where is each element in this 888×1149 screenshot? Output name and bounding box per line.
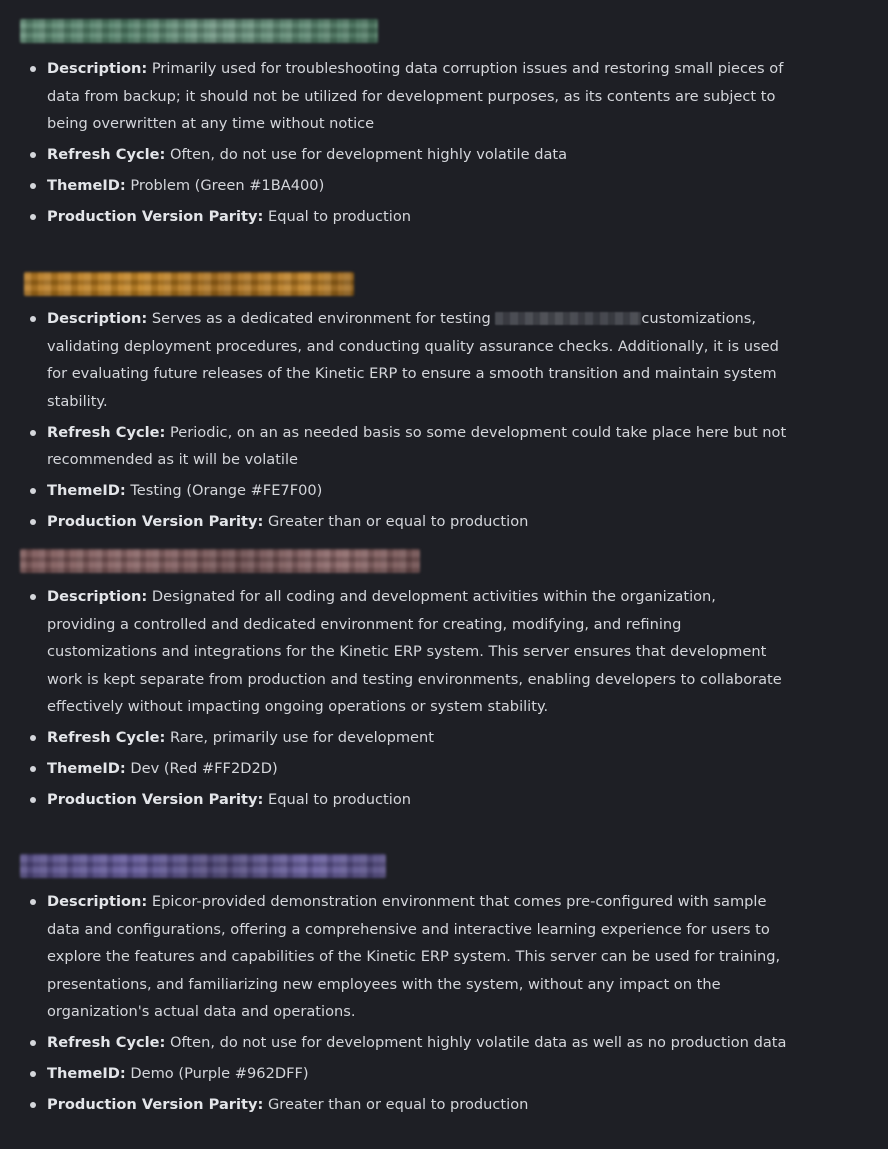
refresh-cycle-text: Periodic, on an as needed basis so some development could take place here but not recommended as it will be volatile	[47, 423, 787, 468]
redacted-heading-dev	[20, 549, 420, 573]
description-text: Epicor-provided demonstration environment that comes pre-configured with sample data and configurations, offering a comprehensive and interactive learning experience for users to explore the features and capabilities of the Kinetic ERP system. This server can be used for training, presentations, and familiarizing new employees with the system, without any impact on the organization's actual data and operations.	[47, 893, 781, 1020]
list-item-theme-id	[0, 172, 787, 200]
list-item-theme-id	[0, 477, 787, 505]
version-parity-label: Production Version Parity:	[47, 208, 264, 225]
description-text-end: customizations, validating deployment procedures, and conducting quality assurance checks. Additionally, it is used for evaluating future releases of the Kinetic ERP to ensure a smooth transition and maintain system stability.	[47, 310, 779, 410]
list-item-version-parity	[0, 1091, 787, 1119]
theme-id-label: ThemeID:	[47, 482, 126, 499]
list-item-version-parity	[0, 508, 787, 536]
bullet-icon	[30, 1071, 36, 1077]
list-item-description	[0, 305, 787, 415]
version-parity-text: Equal to production	[263, 208, 412, 225]
description-text-start: Serves as a dedicated environment for testing	[147, 310, 496, 327]
description-label: Description:	[47, 310, 148, 327]
refresh-cycle-label: Refresh Cycle:	[47, 1034, 166, 1051]
theme-id-text: Demo (Purple #962DFF)	[125, 1065, 309, 1082]
redacted-heading-problem	[20, 19, 378, 43]
bullet-icon	[30, 1040, 36, 1046]
description-label: Description:	[47, 588, 148, 605]
refresh-cycle-text: Rare, primarily use for development	[165, 729, 435, 746]
list-item-description	[0, 55, 787, 138]
version-parity-label: Production Version Parity:	[47, 513, 264, 530]
theme-id-text: Dev (Red #FF2D2D)	[125, 760, 278, 777]
environment-details-testing	[0, 305, 787, 536]
version-parity-text: Equal to production	[263, 791, 412, 808]
bullet-icon	[30, 316, 36, 322]
redacted-heading-testing	[24, 272, 354, 296]
list-item-refresh-cycle	[0, 724, 787, 752]
theme-id-text: Problem (Green #1BA400)	[125, 177, 325, 194]
bullet-icon	[30, 488, 36, 494]
description-label: Description:	[47, 60, 148, 77]
list-item-refresh-cycle	[0, 419, 787, 474]
bullet-icon	[30, 430, 36, 436]
refresh-cycle-label: Refresh Cycle:	[47, 423, 166, 441]
description-text: Primarily used for troubleshooting data corruption issues and restoring small pieces of data from backup; it should not be utilized for development purposes, as its contents are subject to being overwritten at any time without notice	[47, 60, 784, 132]
list-item-description	[0, 888, 787, 1026]
list-item-version-parity	[0, 203, 787, 231]
environment-details-demo	[0, 888, 787, 1119]
bullet-icon	[30, 735, 36, 741]
theme-id-label: ThemeID:	[47, 1065, 126, 1082]
redacted-text	[495, 312, 641, 325]
version-parity-label: Production Version Parity:	[47, 791, 264, 808]
bullet-icon	[30, 594, 36, 600]
description-text: Designated for all coding and development activities within the organization, providing a controlled and dedicated environment for creating, modifying, and refining customizations and integrations for the Kinetic ERP system. This server ensures that development work is kept separate from production and testing environments, enabling developers to collaborate effectively without impacting ongoing operations or system stability.	[47, 588, 782, 715]
list-item-theme-id	[0, 1060, 787, 1088]
theme-id-text: Testing (Orange #FE7F00)	[125, 482, 323, 499]
list-item-version-parity	[0, 786, 787, 814]
redacted-heading-demo	[20, 854, 386, 878]
refresh-cycle-text: Often, do not use for development highly volatile data	[165, 146, 568, 163]
list-item-description	[0, 583, 787, 721]
list-item-refresh-cycle	[0, 141, 787, 169]
description-label: Description:	[47, 893, 148, 910]
bullet-icon	[30, 1102, 36, 1108]
bullet-icon	[30, 214, 36, 220]
theme-id-label: ThemeID:	[47, 177, 126, 194]
bullet-icon	[30, 899, 36, 905]
version-parity-label: Production Version Parity:	[47, 1096, 264, 1113]
bullet-icon	[30, 519, 36, 525]
version-parity-text: Greater than or equal to production	[263, 1096, 529, 1113]
list-item-theme-id	[0, 755, 787, 783]
refresh-cycle-label: Refresh Cycle:	[47, 146, 166, 163]
bullet-icon	[30, 766, 36, 772]
refresh-cycle-text: Often, do not use for development highly volatile data as well as no production data	[165, 1034, 787, 1051]
environment-details-problem	[0, 55, 787, 231]
environment-details-dev	[0, 583, 787, 814]
bullet-icon	[30, 797, 36, 803]
version-parity-text: Greater than or equal to production	[263, 513, 529, 530]
list-item-refresh-cycle	[0, 1029, 787, 1057]
bullet-icon	[30, 66, 36, 72]
bullet-icon	[30, 152, 36, 158]
theme-id-label: ThemeID:	[47, 760, 126, 777]
bullet-icon	[30, 183, 36, 189]
refresh-cycle-label: Refresh Cycle:	[47, 729, 166, 746]
